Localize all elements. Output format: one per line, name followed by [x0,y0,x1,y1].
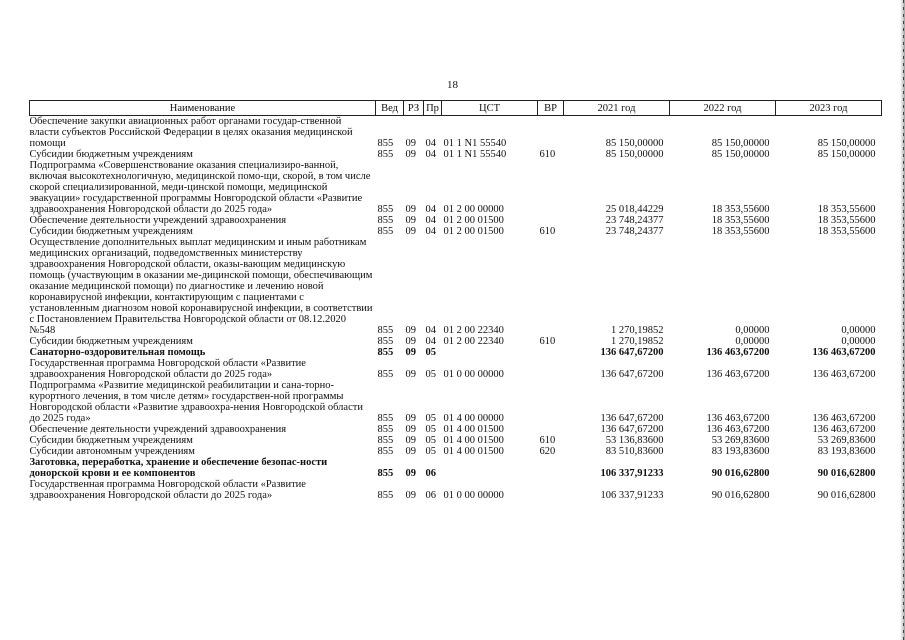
cell-cst: 01 1 N1 55540 [443,149,507,160]
cell-name: Субсидии бюджетным учреждениям [29,226,193,237]
cell-y2022: 90 016,62800 [711,468,770,479]
cell-pr: 06 [425,490,436,501]
cell-ved: 855 [377,468,394,479]
cell-y2022: 53 269,83600 [711,435,770,446]
cell-rz: 09 [405,226,416,237]
cell-y2021: 1 270,19852 [611,336,664,347]
table-row [30,435,882,446]
cell-y2022: 136 463,67200 [706,424,770,435]
cell-vr [538,237,564,336]
cell-ved: 855 [377,490,394,501]
budget-table-container [29,100,881,501]
cell-ved: 855 [377,369,394,380]
cell-ved: 855 [377,435,394,446]
cell-y2023: 136 463,67200 [812,424,876,435]
cell-vr: 610 [539,435,556,446]
table-row [30,457,882,479]
cell-cst: 01 0 00 00000 [443,490,504,501]
cell-cst: 01 0 00 00000 [443,369,504,380]
table-row [30,347,882,358]
cell-y2021: 53 136,83600 [605,435,664,446]
cell-y2021: 136 647,67200 [600,369,664,380]
table-row [30,424,882,435]
table-header-row [30,101,882,116]
cell-y2021: 106 337,91233 [600,468,664,479]
cell-name: Субсидии бюджетным учреждениям [29,435,193,446]
table-row [30,160,882,215]
col-header-2022: 2022 год [670,101,776,116]
cell-ved: 855 [377,204,394,215]
cell-cst: 01 2 00 01500 [443,226,504,237]
cell-y2022: 0,00000 [735,325,770,336]
cell-vr [538,479,564,501]
col-header-pr: Пр [424,101,442,116]
cell-y2022: 18 353,55600 [711,204,770,215]
cell-rz: 09 [405,325,416,336]
cell-vr [538,457,564,479]
cell-y2021: 136 647,67200 [600,413,664,424]
cell-name: Субсидии бюджетным учреждениям [29,149,193,160]
cell-y2022: 136 463,67200 [706,347,770,358]
cell-vr: 610 [539,226,556,237]
cell-y2023: 53 269,83600 [817,435,876,446]
cell-ved: 855 [377,149,394,160]
cell-y2021: 106 337,91233 [600,490,664,501]
cell-pr: 04 [425,149,436,160]
cell-rz: 09 [405,435,416,446]
cell-y2023: 90 016,62800 [817,490,876,501]
cell-ved: 855 [377,138,394,149]
cell-pr: 04 [425,325,436,336]
cell-pr: 04 [425,138,436,149]
cell-y2021: 25 018,44229 [605,204,664,215]
cell-y2023: 0,00000 [841,336,876,347]
cell-cst: 01 4 00 01500 [443,435,504,446]
cell-pr: 04 [425,204,436,215]
cell-y2022: 136 463,67200 [706,369,770,380]
cell-pr: 05 [425,446,436,457]
table-row [30,116,882,150]
cell-rz: 09 [405,369,416,380]
cell-pr: 04 [425,215,436,226]
cell-cst: 01 2 00 00000 [443,204,504,215]
cell-cst: 01 2 00 01500 [443,215,504,226]
cell-rz: 09 [405,490,416,501]
cell-name: Государственная программа Новгородской области «Развитие здравоохранения Новгородской области до 2025 года» [29,358,306,380]
table-row [30,479,882,501]
cell-y2021: 85 150,00000 [605,149,664,160]
cell-rz: 09 [405,149,416,160]
cell-ved: 855 [377,413,394,424]
cell-vr [538,380,564,424]
cell-rz: 09 [405,347,416,358]
cell-y2022: 0,00000 [735,336,770,347]
cell-y2023: 0,00000 [841,325,876,336]
cell-pr: 05 [425,413,436,424]
table-row [30,446,882,457]
cell-pr: 04 [425,336,436,347]
table-row [30,336,882,347]
cell-vr: 620 [539,446,556,457]
cell-y2023: 136 463,67200 [812,369,876,380]
cell-pr: 05 [425,369,436,380]
cell-cst: 01 4 00 01500 [443,446,504,457]
cell-cst: 01 2 00 22340 [443,336,504,347]
cell-name: Подпрограмма «Развитие медицинской реабилитации и сана-торно-курортного лечения, в том числе детям» государствен-ной программы Новгородской области «Развитие здравоохра-нения Новгородской области до 2025 года» [29,380,363,424]
cell-vr [538,358,564,380]
cell-y2022: 85 150,00000 [711,138,770,149]
cell-name: Подпрограмма «Совершенствование оказания специализиро-ванной, включая высокотехнологичную, медицинской помо-щи, скорой, в том числе скорой специализированной, меди-цинской помощи, медицинской эвакуации» государственной программы Новгородской области «Развитие здравоохранения Новгородской области до 2025 года» [29,160,371,215]
cell-y2023: 18 353,55600 [817,215,876,226]
cell-cst: 01 2 00 22340 [443,325,504,336]
cell-ved: 855 [377,424,394,435]
cell-pr: 05 [425,347,436,358]
col-header-2021: 2021 год [564,101,670,116]
cell-name: Заготовка, переработка, хранение и обеспечение безопас-ности донорской крови и ее компонентов [29,457,328,479]
col-header-rz: РЗ [404,101,424,116]
table-row [30,215,882,226]
cell-cst [442,457,538,479]
cell-y2023: 18 353,55600 [817,226,876,237]
cell-vr: 610 [539,336,556,347]
cell-vr: 610 [539,149,556,160]
cell-name: Государственная программа Новгородской области «Развитие здравоохранения Новгородской области до 2025 года» [29,479,306,501]
table-body [30,116,882,502]
table-row [30,149,882,160]
cell-y2021: 136 647,67200 [600,347,664,358]
cell-name: Санаторно-оздоровительная помощь [29,347,206,358]
cell-y2022: 18 353,55600 [711,215,770,226]
cell-ved: 855 [377,325,394,336]
budget-table [29,100,882,501]
cell-rz: 09 [405,446,416,457]
cell-y2023: 90 016,62800 [817,468,876,479]
cell-y2023: 18 353,55600 [817,204,876,215]
table-row [30,358,882,380]
cell-rz: 09 [405,336,416,347]
cell-cst: 01 1 N1 55540 [443,138,507,149]
cell-name: Обеспечение закупки авиационных работ органами государ-ственной власти субъектов Российской Федерации в целях оказания медицинской помощи [29,116,353,149]
col-header-vr: ВР [538,101,564,116]
page-number: 18 [447,79,458,91]
cell-cst [442,347,538,358]
cell-ved: 855 [377,347,394,358]
cell-vr [538,160,564,215]
col-header-name: Наименование [30,101,376,116]
cell-y2023: 136 463,67200 [812,347,876,358]
cell-pr: 05 [425,435,436,446]
cell-name: Осуществление дополнительных выплат медицинским и иным работникам медицинских организаций, подведомственных министерству здравоохранения Новгородской области, оказы-вающим медицинскую помощь (участвующим в оказании ме-дицинской помощи, обеспечивающим оказание медицинской помощи) по диагностике и лечению новой коронавирусной инфекции, контактирующим с пациентами с установленным диагнозом новой коронавирусной инфекции, в соответствии с Постановлением Правительства Новгородской области от 08.12.2020 №548 [29,237,373,336]
cell-rz: 09 [405,468,416,479]
scan-edge [900,0,905,640]
cell-ved: 855 [377,226,394,237]
cell-y2021: 23 748,24377 [605,226,664,237]
cell-name: Субсидии бюджетным учреждениям [29,336,193,347]
cell-cst: 01 4 00 01500 [443,424,504,435]
cell-name: Обеспечение деятельности учреждений здравоохранения [29,215,287,226]
cell-y2021: 1 270,19852 [611,325,664,336]
cell-pr: 05 [425,424,436,435]
cell-ved: 855 [377,336,394,347]
cell-y2023: 85 150,00000 [817,138,876,149]
cell-y2021: 23 748,24377 [605,215,664,226]
cell-vr [538,424,564,435]
table-row [30,226,882,237]
cell-y2023: 83 193,83600 [817,446,876,457]
cell-vr [538,116,564,150]
cell-pr: 06 [425,468,436,479]
cell-cst: 01 4 00 00000 [443,413,504,424]
cell-ved: 855 [377,446,394,457]
cell-ved: 855 [377,215,394,226]
cell-rz: 09 [405,215,416,226]
cell-vr [538,215,564,226]
col-header-cst: ЦСТ [442,101,538,116]
cell-rz: 09 [405,138,416,149]
cell-y2022: 18 353,55600 [711,226,770,237]
cell-vr [538,347,564,358]
cell-y2022: 90 016,62800 [711,490,770,501]
cell-rz: 09 [405,204,416,215]
cell-y2021: 85 150,00000 [605,138,664,149]
cell-y2022: 136 463,67200 [706,413,770,424]
cell-pr: 04 [425,226,436,237]
cell-name: Субсидии автономным учреждениям [29,446,195,457]
table-row [30,237,882,336]
col-header-ved: Вед [376,101,404,116]
table-row [30,380,882,424]
cell-y2023: 85 150,00000 [817,149,876,160]
cell-y2023: 136 463,67200 [812,413,876,424]
col-header-2023: 2023 год [776,101,882,116]
cell-name: Обеспечение деятельности учреждений здравоохранения [29,424,287,435]
cell-rz: 09 [405,424,416,435]
cell-y2022: 85 150,00000 [711,149,770,160]
cell-y2021: 83 510,83600 [605,446,664,457]
cell-rz: 09 [405,413,416,424]
cell-y2021: 136 647,67200 [600,424,664,435]
cell-y2022: 83 193,83600 [711,446,770,457]
